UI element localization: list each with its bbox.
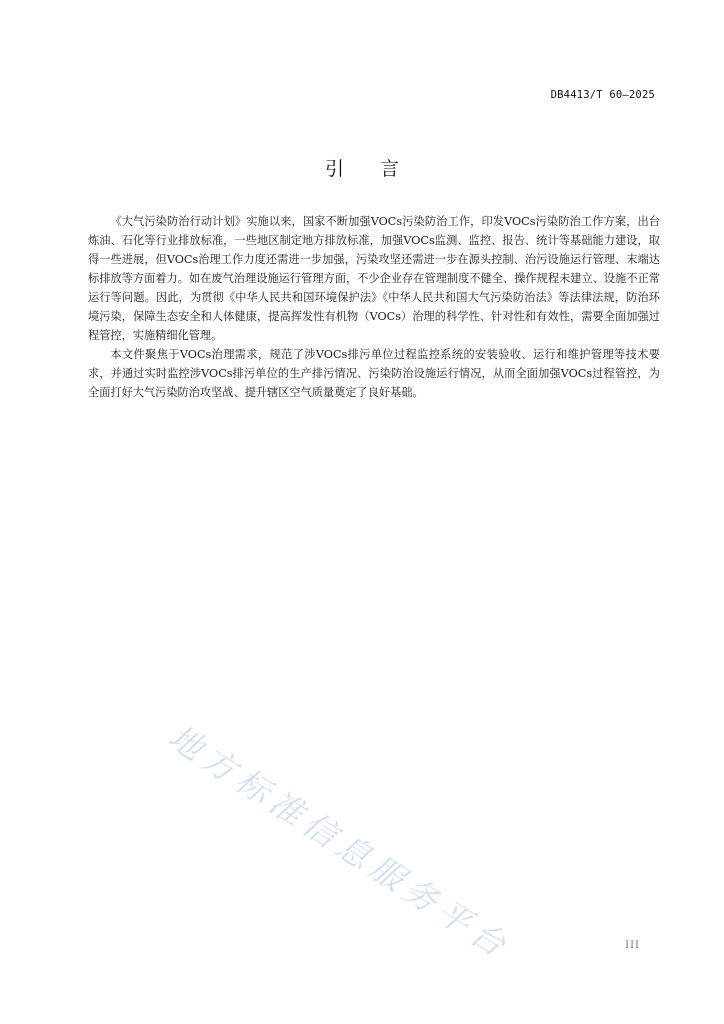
paragraph-2: 本文件聚焦于VOCs治理需求，规范了涉VOCs排污单位过程监控系统的安装验收、运行和维护管理等技术要求，并通过实时监控涉VOCs排污单位的生产排污情况、污染防治设施运行情况，从而全面加强VOCs过程管控，为全面打好大气污染防治攻坚战、提升辖区空气质量奠定了良好基础。 <box>88 348 660 399</box>
paragraph-1: 《大气污染防治行动计划》实施以来，国家不断加强VOCs污染防治工作，印发VOCs污染防治工作方案，出台炼油、石化等行业排放标准，一些地区制定地方排放标准，加强VOCs监测、监控、报告、统计等基础能力建设，取得一些进展，但VOCs治理工作力度还需进一步加强，污染攻坚还需进一步在源头控制、治污设施运行管理、末端达标排放等方面着力。如在废气治理设施运行管理方面，不少企业存在管理制度不健全、操作规程未建立、设施不正常运行等问题。因此，为贯彻《中华人民共和国环境保护法》《中华人民共和国大气污染防治法》等法律法规，防治环境污染，保障生态安全和人体健康，提高挥发性有机物（VOCs）治理的科学性、针对性和有效性，需要全面加强过程管控，实施精细化管理。 <box>88 215 660 342</box>
section-title: 引言 <box>324 158 435 180</box>
introduction-body <box>88 212 660 402</box>
page-number: III <box>625 940 640 951</box>
document-code: DB4413/T 60—2025 <box>550 89 655 101</box>
watermark: 地方标准信息服务平台 <box>161 717 519 968</box>
